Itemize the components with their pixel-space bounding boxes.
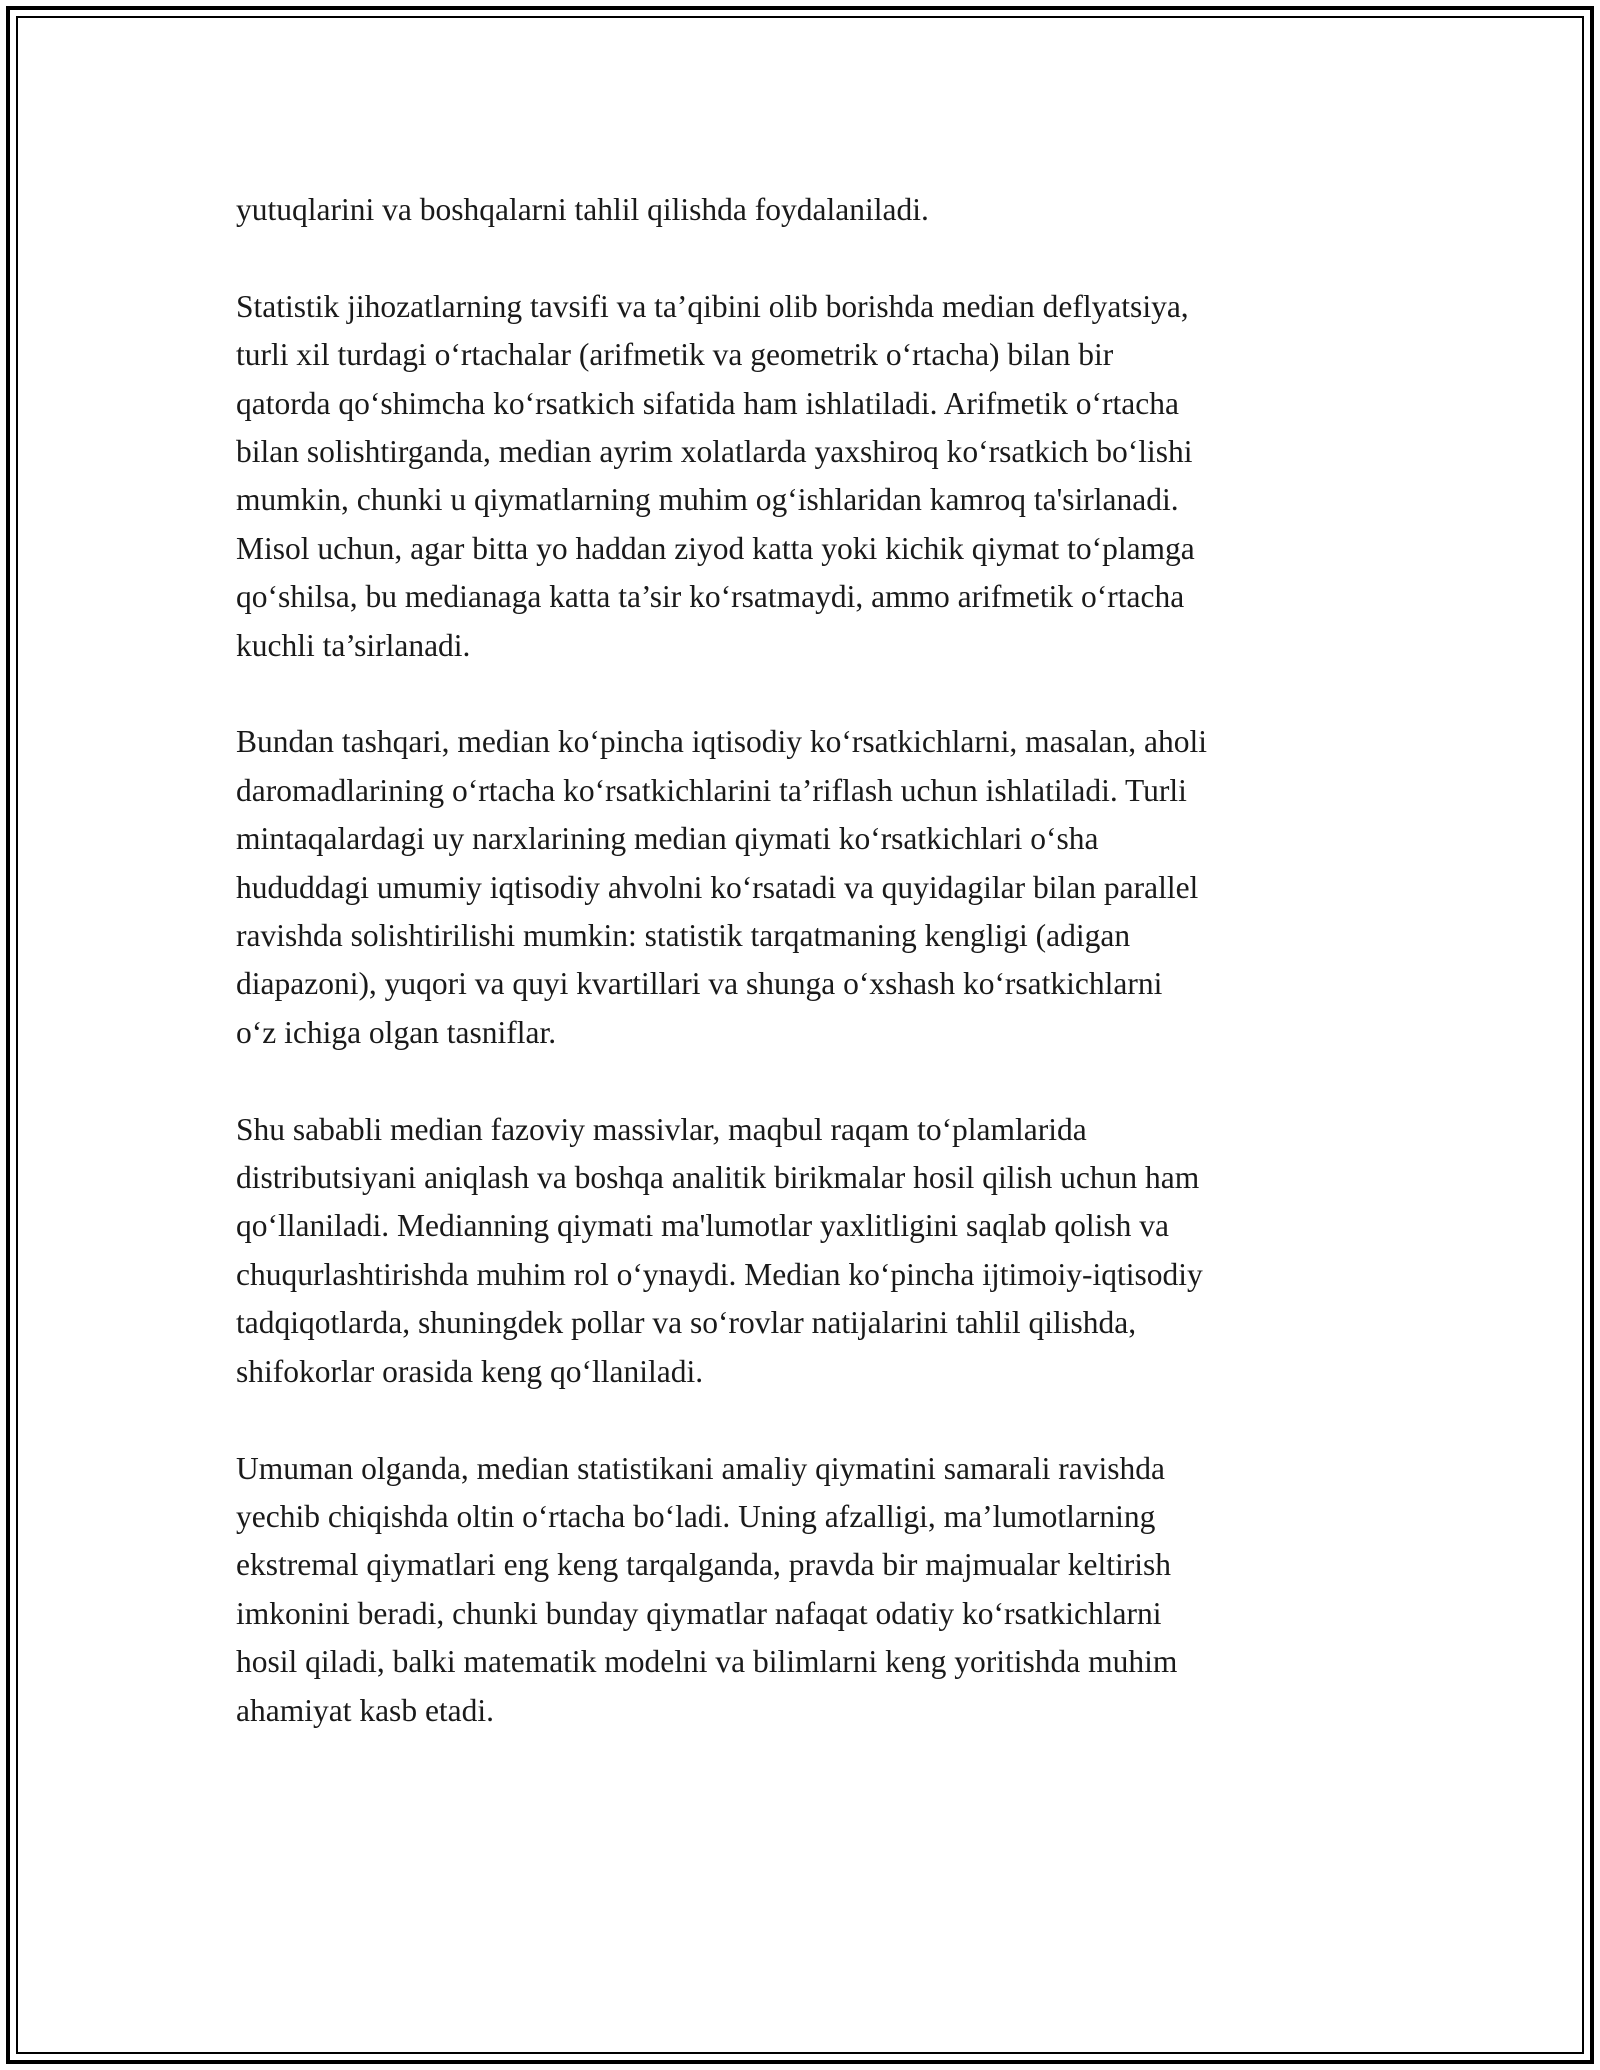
text-line: daromadlarining o‘rtacha ko‘rsatkichlarini ta’riflash uchun ishlatiladi. Turli xyxy=(236,772,1187,808)
text-line: Umuman olganda, median statistikani amaliy qiymatini samarali ravishda xyxy=(236,1450,1166,1486)
text-line: ahamiyat kasb etadi. xyxy=(236,1692,495,1728)
text-line: o‘z ichiga olgan tasniflar. xyxy=(236,1014,557,1050)
text-line: yutuqlarini va boshqalarni tahlil qilishda foydalaniladi. xyxy=(236,192,929,227)
text-line: Bundan tashqari, median ko‘pincha iqtisodiy ko‘rsatkichlarni, masalan, aholi xyxy=(236,724,1208,760)
paragraph-4 xyxy=(236,1106,1386,1396)
text-line: hosil qiladi, balki matematik modelni va bilimlarni keng yoritishda muhim xyxy=(236,1644,1178,1680)
text-line: imkonini beradi, chunki bunday qiymatlar nafaqat odatiy ko‘rsatkichlarni xyxy=(236,1595,1162,1631)
text-line: Shu sababli median fazoviy massivlar, maqbul raqam to‘plamlarida xyxy=(236,1111,1087,1147)
text-line: qatorda qo‘shimcha ko‘rsatkich sifatida ham ishlatiladi. Arifmetik o‘rtacha xyxy=(236,385,1179,421)
text-line: ravishda solishtirilishi mumkin: statistik tarqatmaning kengligi (adigan xyxy=(236,918,1131,954)
paragraph-1 xyxy=(236,186,1386,234)
text-line: distributsiyani aniqlash va boshqa analitik birikmalar hosil qilish uchun ham xyxy=(236,1160,1200,1196)
document-body xyxy=(236,186,1386,1783)
text-line: mintaqalardagi uy narxlarining median qiymati ko‘rsatkichlari o‘sha xyxy=(236,821,1099,857)
text-line: Misol uchun, agar bitta yo haddan ziyod katta yoki kichik qiymat to‘plamga xyxy=(236,530,1195,566)
text-line: chuqurlashtirishda muhim rol o‘ynaydi. Median ko‘pincha ijtimoiy-iqtisodiy xyxy=(236,1256,1203,1292)
text-line: shifokorlar orasida keng qo‘llaniladi. xyxy=(236,1353,704,1389)
text-line: diapazoni), yuqori va quyi kvartillari va shunga o‘xshash ko‘rsatkichlarni xyxy=(236,966,1163,1002)
text-line: Statistik jihozatlarning tavsifi va ta’qibini olib borishda median deflyatsiya, xyxy=(236,288,1189,324)
text-line: hududdagi umumiy iqtisodiy ahvolni ko‘rsatadi va quyidagilar bilan parallel xyxy=(236,869,1199,905)
text-line: turli xil turdagi o‘rtachalar (arifmetik va geometrik o‘rtacha) bilan bir xyxy=(236,337,1114,373)
text-line: mumkin, chunki u qiymatlarning muhim og‘ishlaridan kamroq ta'sirlanadi. xyxy=(236,482,1179,518)
paragraph-5 xyxy=(236,1445,1386,1735)
text-line: ekstremal qiymatlari eng keng tarqalganda, pravda bir majmualar keltirish xyxy=(236,1547,1172,1583)
text-line: kuchli ta’sirlanadi. xyxy=(236,627,471,663)
text-line: tadqiqotlarda, shuningdek pollar va so‘rovlar natijalarini tahlil qilishda, xyxy=(236,1305,1137,1341)
text-line: qo‘shilsa, bu medianaga katta ta’sir ko‘rsatmaydi, ammo arifmetik o‘rtacha xyxy=(236,579,1185,615)
text-line: qo‘llaniladi. Medianning qiymati ma'lumotlar yaxlitligini saqlab qolish va xyxy=(236,1208,1170,1244)
text-line: yechib chiqishda oltin o‘rtacha bo‘ladi. Uning afzalligi, ma’lumotlarning xyxy=(236,1498,1156,1534)
text-line: bilan solishtirganda, median ayrim xolatlarda yaxshiroq ko‘rsatkich bo‘lishi xyxy=(236,434,1193,470)
paragraph-3 xyxy=(236,718,1386,1057)
paragraph-2 xyxy=(236,283,1386,670)
